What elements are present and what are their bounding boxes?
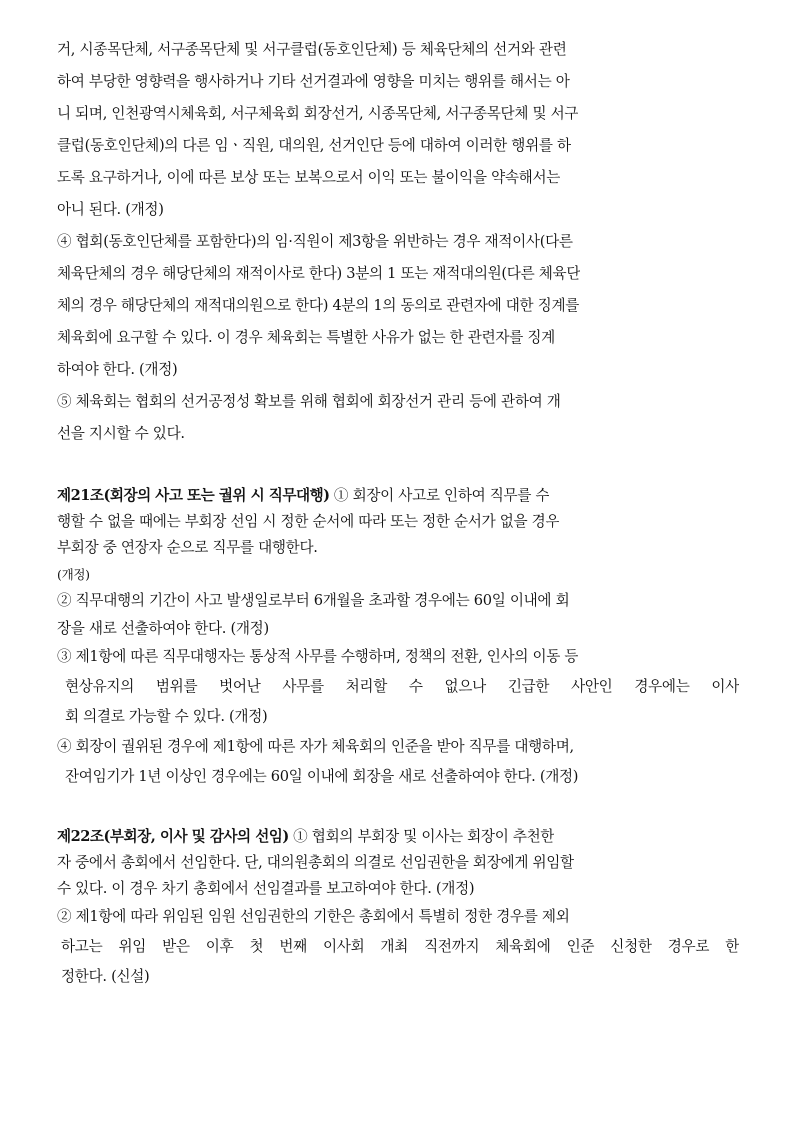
article-22-clause-1-line: 자 중에서 총회에서 선임한다. 단, 대의원총회의 의결로 선임권한을 회장에게 위임할 [57,854,574,871]
clause-5-line: 선을 지시할 수 있다. [57,425,185,442]
amendment-note: (개정) [57,567,90,582]
article-21-clause-2-line: 장을 새로 선출하여야 한다. (개정) [57,620,269,637]
article-21-clause-3-line: ③ 제1항에 따른 직무대행자는 통상적 사무를 수행하며, 정책의 전환, 인사의 이동 등 [57,648,579,665]
article-21-heading: 제21조(회장의 사고 또는 궐위 시 직무대행) [57,487,330,504]
article-21-clause-2-line: ② 직무대행의 기간이 사고 발생일로부터 6개월을 초과할 경우에는 60일 이내에 회 [57,592,570,609]
article-21-first-line [57,486,549,506]
paragraph-3-line: 클럽(동호인단체)의 다른 임ㆍ직원, 대의원, 선거인단 등에 대하여 이러한 행위를 하 [57,137,571,154]
article-22-first-line [57,827,554,847]
article-21-clause-1-line: 행할 수 없을 때에는 부회장 선임 시 정한 순서에 따라 또는 정한 순서가 없을 경우 [57,513,560,530]
article-22-heading: 제22조(부회장, 이사 및 감사의 선임) [57,828,289,845]
article-21-clause-4-line: ④ 회장이 궐위된 경우에 제1항에 따른 자가 체육회의 인준을 받아 직무를 대행하며, [57,738,574,755]
paragraph-3-line: 거, 시종목단체, 서구종목단체 및 서구클럽(동호인단체) 등 체육단체의 선거와 관련 [57,41,567,58]
paragraph-3-line: 아니 된다. (개정) [57,201,164,218]
clause-4-line: 체육단체의 경우 해당단체의 재적이사로 한다) 3분의 1 또는 재적대의원(다른 체육단 [57,265,581,282]
clause-4-line: 체의 경우 해당단체의 재적대의원으로 한다) 4분의 1의 동의로 관련자에 대한 징계를 [57,297,580,314]
article-21-clause-3-line: 현상유지의 범위를 벗어난 사무를 처리할 수 없으나 긴급한 사안인 경우에는 이사 [65,678,739,695]
article-21-clause-1-start: ① 회장이 사고로 인하여 직무를 수 [329,487,550,504]
article-22-clause-2-line: 하고는 위임 받은 이후 첫 번째 이사회 개최 직전까지 체육회에 인준 신청한 경우로 한 [61,938,739,955]
clause-4-line: ④ 협회(동호인단체를 포함한다)의 임·직원이 제3항을 위반하는 경우 재적이사(다른 [57,233,573,250]
paragraph-3-line: 하여 부당한 영향력을 행사하거나 기타 선거결과에 영향을 미치는 행위를 해서는 아 [57,73,570,90]
article-21-clause-4-line: 잔여임기가 1년 이상인 경우에는 60일 이내에 회장을 새로 선출하여야 한다. (개정) [65,768,579,785]
article-22-clause-2-line: ② 제1항에 따라 위임된 임원 선임권한의 기한은 총회에서 특별히 정한 경우를 제외 [57,908,570,925]
article-21-clause-3-line: 회 의결로 가능할 수 있다. (개정) [65,708,268,725]
article-22-clause-2-line: 정한다. (신설) [61,968,150,985]
article-22-clause-1-start: ① 협회의 부회장 및 이사는 회장이 추천한 [288,828,555,845]
paragraph-3-line: 도록 요구하거나, 이에 따른 보상 또는 보복으로서 이익 또는 불이익을 약속해서는 [57,169,561,186]
clause-4-line: 체육회에 요구할 수 있다. 이 경우 체육회는 특별한 사유가 없는 한 관련자를 징계 [57,329,555,346]
clause-5-line: ⑤ 체육회는 협회의 선거공정성 확보를 위해 협회에 회장선거 관리 등에 관하여 개 [57,393,561,410]
article-21-clause-1-line: 부회장 중 연장자 순으로 직무를 대행한다. [57,539,318,556]
paragraph-3-line: 니 되며, 인천광역시체육회, 서구체육회 회장선거, 시종목단체, 서구종목단체 및 서구 [57,105,579,122]
article-22-clause-1-line: 수 있다. 이 경우 차기 총회에서 선임결과를 보고하여야 한다. (개정) [57,880,475,897]
clause-4-line: 하여야 한다. (개정) [57,361,178,378]
